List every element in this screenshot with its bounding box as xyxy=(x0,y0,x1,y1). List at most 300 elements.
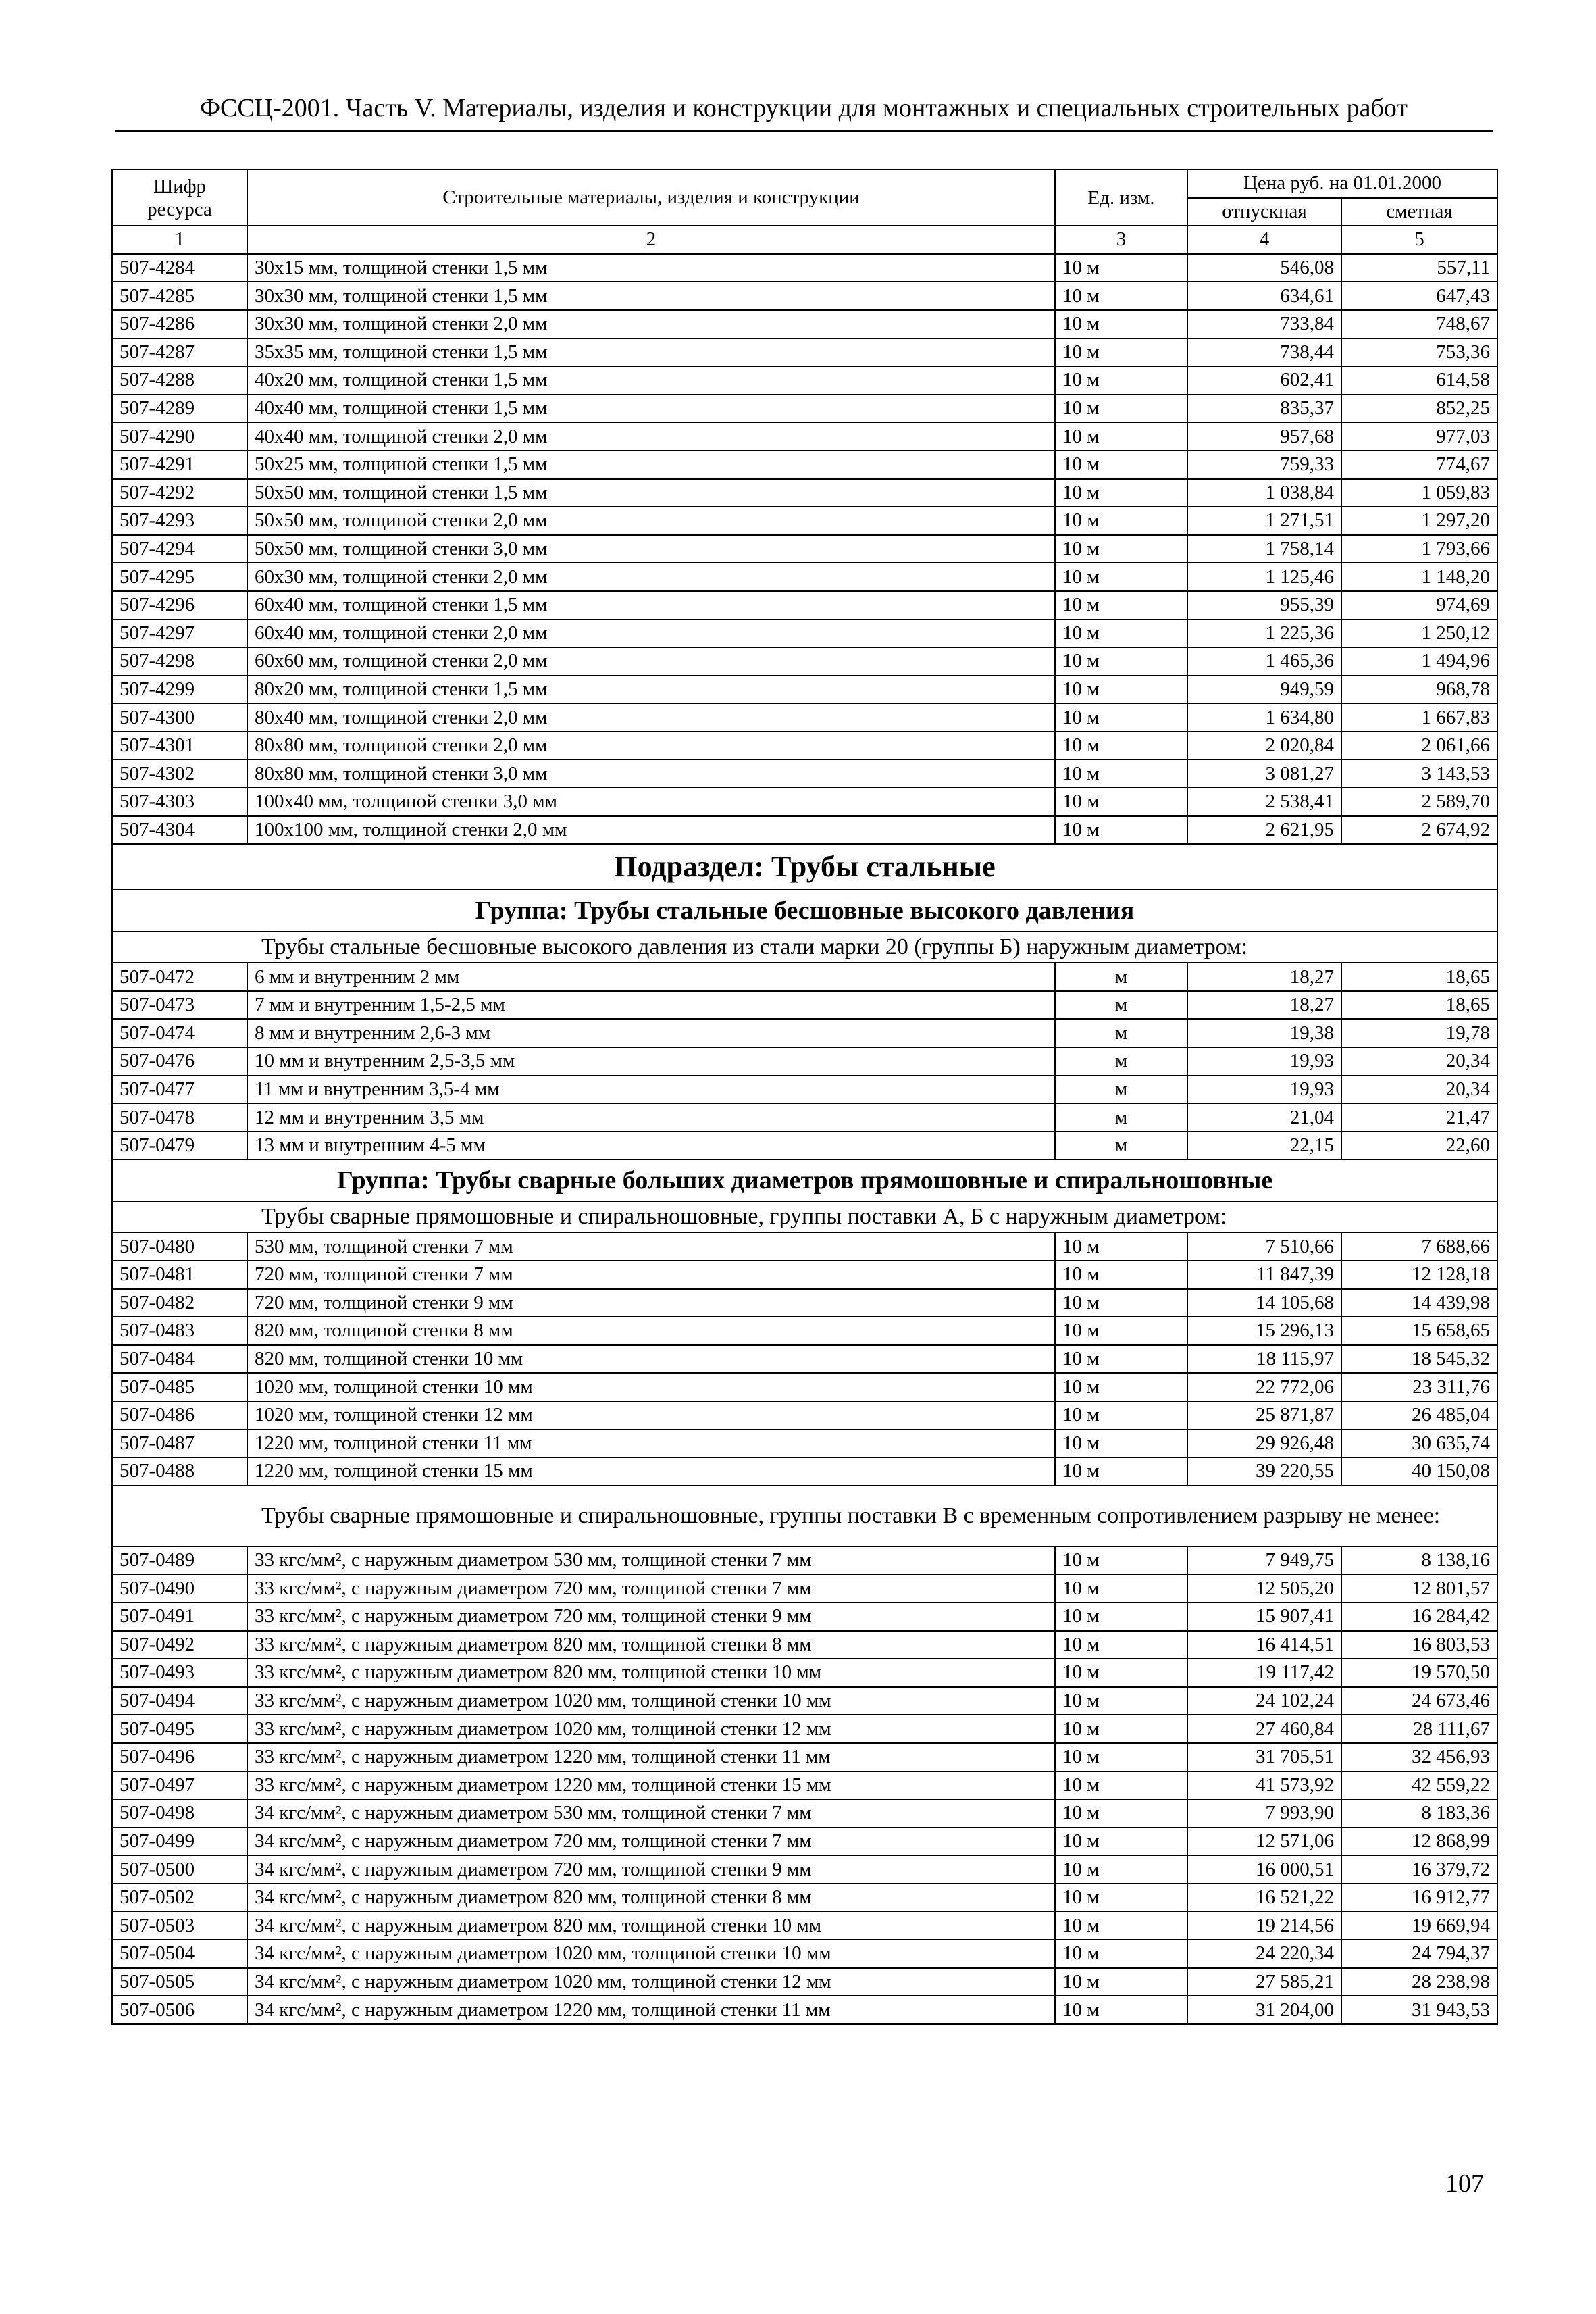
table-row xyxy=(112,1940,1497,1968)
resource-code: 507-4292 xyxy=(112,479,247,507)
estimate-price: 15 658,65 xyxy=(1341,1317,1497,1345)
unit: 10 м xyxy=(1055,451,1187,479)
table-row xyxy=(112,1103,1497,1132)
release-price: 24 220,34 xyxy=(1187,1940,1341,1968)
column-number-row xyxy=(112,226,1497,254)
unit: 10 м xyxy=(1055,395,1187,423)
table-row xyxy=(112,1289,1497,1317)
estimate-price: 753,36 xyxy=(1341,338,1497,367)
table-row xyxy=(112,338,1497,367)
material-name: 33 кгс/мм², с наружным диаметром 820 мм, толщиной стенки 8 мм xyxy=(247,1631,1055,1659)
resource-code: 507-4291 xyxy=(112,451,247,479)
unit: 10 м xyxy=(1055,1373,1187,1401)
material-name: 34 кгс/мм², с наружным диаметром 1220 мм, толщиной стенки 11 мм xyxy=(247,1996,1055,2024)
table-row xyxy=(112,1799,1497,1828)
release-price: 7 949,75 xyxy=(1187,1546,1341,1575)
release-price: 3 081,27 xyxy=(1187,759,1341,788)
unit: 10 м xyxy=(1055,1659,1187,1687)
unit: м xyxy=(1055,1103,1187,1132)
material-name: 10 мм и внутренним 2,5-3,5 мм xyxy=(247,1047,1055,1076)
resource-code: 507-4288 xyxy=(112,366,247,395)
material-name: 50х50 мм, толщиной стенки 1,5 мм xyxy=(247,479,1055,507)
table-row xyxy=(112,1828,1497,1856)
page-header: ФССЦ-2001. Часть V. Материалы, изделия и конструкции для монтажных и специальных строительных работ xyxy=(199,94,1408,122)
note-text: Трубы стальные бесшовные высокого давления из стали марки 20 (группы Б) наружным диаметром: xyxy=(112,932,1497,963)
estimate-price: 977,03 xyxy=(1341,422,1497,451)
resource-code: 507-4301 xyxy=(112,732,247,760)
resource-code: 507-0506 xyxy=(112,1996,247,2024)
resource-code: 507-0477 xyxy=(112,1076,247,1104)
material-name: 34 кгс/мм², с наружным диаметром 820 мм, толщиной стенки 8 мм xyxy=(247,1884,1055,1912)
release-price: 31 705,51 xyxy=(1187,1743,1341,1771)
table-row xyxy=(112,1261,1497,1289)
table-row xyxy=(112,479,1497,507)
material-name: 1020 мм, толщиной стенки 10 мм xyxy=(247,1373,1055,1401)
unit: 10 м xyxy=(1055,788,1187,816)
unit: 10 м xyxy=(1055,1715,1187,1743)
release-price: 11 847,39 xyxy=(1187,1261,1341,1289)
release-price: 41 573,92 xyxy=(1187,1771,1341,1800)
release-price: 546,08 xyxy=(1187,254,1341,282)
estimate-price: 24 794,37 xyxy=(1341,1940,1497,1968)
table-row xyxy=(112,1019,1497,1047)
release-price: 12 505,20 xyxy=(1187,1574,1341,1603)
release-price: 31 204,00 xyxy=(1187,1996,1341,2024)
estimate-price: 12 128,18 xyxy=(1341,1261,1497,1289)
group-title: Группа: Трубы сварные больших диаметров прямошовные и спиральношовные xyxy=(112,1159,1497,1201)
unit: 10 м xyxy=(1055,1631,1187,1659)
header-release-price: отпускная xyxy=(1187,198,1341,226)
note-row xyxy=(112,1201,1497,1232)
material-name: 33 кгс/мм², с наружным диаметром 820 мм, толщиной стенки 10 мм xyxy=(247,1659,1055,1687)
table-row xyxy=(112,451,1497,479)
table-row xyxy=(112,591,1497,620)
estimate-price: 18 545,32 xyxy=(1341,1345,1497,1374)
release-price: 1 465,36 xyxy=(1187,647,1341,676)
unit: 10 м xyxy=(1055,282,1187,310)
resource-code: 507-0478 xyxy=(112,1103,247,1132)
estimate-price: 19,78 xyxy=(1341,1019,1497,1047)
estimate-price: 2 061,66 xyxy=(1341,732,1497,760)
unit: 10 м xyxy=(1055,620,1187,648)
table-row xyxy=(112,282,1497,310)
unit: м xyxy=(1055,991,1187,1020)
release-price: 759,33 xyxy=(1187,451,1341,479)
resource-code: 507-0484 xyxy=(112,1345,247,1374)
material-name: 60х40 мм, толщиной стенки 1,5 мм xyxy=(247,591,1055,620)
unit: 10 м xyxy=(1055,1771,1187,1800)
table-row xyxy=(112,759,1497,788)
header-name: Строительные материалы, изделия и конструкции xyxy=(247,170,1055,226)
unit: 10 м xyxy=(1055,422,1187,451)
estimate-price: 1 148,20 xyxy=(1341,563,1497,591)
estimate-price: 14 439,98 xyxy=(1341,1289,1497,1317)
release-price: 1 758,14 xyxy=(1187,535,1341,563)
resource-code: 507-0476 xyxy=(112,1047,247,1076)
unit: м xyxy=(1055,1132,1187,1160)
estimate-price: 1 793,66 xyxy=(1341,535,1497,563)
resource-code: 507-0490 xyxy=(112,1574,247,1603)
unit: 10 м xyxy=(1055,1603,1187,1631)
unit: м xyxy=(1055,1076,1187,1104)
resource-code: 507-4297 xyxy=(112,620,247,648)
material-name: 30х30 мм, толщиной стенки 1,5 мм xyxy=(247,282,1055,310)
material-name: 8 мм и внутренним 2,6-3 мм xyxy=(247,1019,1055,1047)
release-price: 1 038,84 xyxy=(1187,479,1341,507)
subsection-row xyxy=(112,844,1497,890)
estimate-price: 16 912,77 xyxy=(1341,1884,1497,1912)
material-name: 820 мм, толщиной стенки 10 мм xyxy=(247,1345,1055,1374)
material-name: 12 мм и внутренним 3,5 мм xyxy=(247,1103,1055,1132)
material-name: 34 кгс/мм², с наружным диаметром 720 мм, толщиной стенки 9 мм xyxy=(247,1855,1055,1884)
resource-code: 507-4300 xyxy=(112,703,247,732)
unit: 10 м xyxy=(1055,1261,1187,1289)
material-name: 33 кгс/мм², с наружным диаметром 1020 мм, толщиной стенки 12 мм xyxy=(247,1715,1055,1743)
unit: 10 м xyxy=(1055,1401,1187,1430)
release-price: 29 926,48 xyxy=(1187,1430,1341,1458)
table-row xyxy=(112,1687,1497,1715)
estimate-price: 557,11 xyxy=(1341,254,1497,282)
table-row xyxy=(112,1659,1497,1687)
material-name: 33 кгс/мм², с наружным диаметром 1020 мм, толщиной стенки 10 мм xyxy=(247,1687,1055,1715)
material-name: 530 мм, толщиной стенки 7 мм xyxy=(247,1232,1055,1261)
note-row xyxy=(112,932,1497,963)
release-price: 1 271,51 xyxy=(1187,507,1341,535)
estimate-price: 16 284,42 xyxy=(1341,1603,1497,1631)
header-estimate-price: сметная xyxy=(1341,198,1497,226)
material-name: 720 мм, толщиной стенки 9 мм xyxy=(247,1289,1055,1317)
release-price: 25 871,87 xyxy=(1187,1401,1341,1430)
page-number: 107 xyxy=(1445,2169,1484,2198)
release-price: 14 105,68 xyxy=(1187,1289,1341,1317)
resource-code: 507-0498 xyxy=(112,1799,247,1828)
unit: 10 м xyxy=(1055,1345,1187,1374)
estimate-price: 19 669,94 xyxy=(1341,1911,1497,1940)
resource-code: 507-0474 xyxy=(112,1019,247,1047)
material-name: 80х80 мм, толщиной стенки 2,0 мм xyxy=(247,732,1055,760)
unit: 10 м xyxy=(1055,1996,1187,2024)
release-price: 949,59 xyxy=(1187,676,1341,704)
note-text: Трубы сварные прямошовные и спиральношовные, группы поставки А, Б с наружным диаметром: xyxy=(112,1201,1497,1232)
release-price: 835,37 xyxy=(1187,395,1341,423)
release-price: 27 585,21 xyxy=(1187,1968,1341,1996)
table-row xyxy=(112,1373,1497,1401)
material-name: 40х40 мм, толщиной стенки 1,5 мм xyxy=(247,395,1055,423)
resource-code: 507-0479 xyxy=(112,1132,247,1160)
release-price: 16 000,51 xyxy=(1187,1855,1341,1884)
table-row xyxy=(112,535,1497,563)
release-price: 27 460,84 xyxy=(1187,1715,1341,1743)
table-row xyxy=(112,1345,1497,1374)
material-name: 80х20 мм, толщиной стенки 1,5 мм xyxy=(247,676,1055,704)
release-price: 16 414,51 xyxy=(1187,1631,1341,1659)
material-name: 100х40 мм, толщиной стенки 3,0 мм xyxy=(247,788,1055,816)
estimate-price: 20,34 xyxy=(1341,1076,1497,1104)
resource-code: 507-4295 xyxy=(112,563,247,591)
material-name: 13 мм и внутренним 4-5 мм xyxy=(247,1132,1055,1160)
resource-code: 507-0486 xyxy=(112,1401,247,1430)
release-price: 7 510,66 xyxy=(1187,1232,1341,1261)
header-rule xyxy=(115,130,1493,132)
release-price: 738,44 xyxy=(1187,338,1341,367)
material-name: 1220 мм, толщиной стенки 15 мм xyxy=(247,1457,1055,1486)
release-price: 19,93 xyxy=(1187,1047,1341,1076)
release-price: 2 020,84 xyxy=(1187,732,1341,760)
material-name: 50х25 мм, толщиной стенки 1,5 мм xyxy=(247,451,1055,479)
estimate-price: 16 803,53 xyxy=(1341,1631,1497,1659)
material-name: 40х40 мм, толщиной стенки 2,0 мм xyxy=(247,422,1055,451)
estimate-price: 1 297,20 xyxy=(1341,507,1497,535)
resource-code: 507-0505 xyxy=(112,1968,247,1996)
resource-code: 507-4290 xyxy=(112,422,247,451)
resource-code: 507-0482 xyxy=(112,1289,247,1317)
material-name: 6 мм и внутренним 2 мм xyxy=(247,963,1055,991)
table-row xyxy=(112,1232,1497,1261)
estimate-price: 40 150,08 xyxy=(1341,1457,1497,1486)
release-price: 16 521,22 xyxy=(1187,1884,1341,1912)
unit: 10 м xyxy=(1055,1546,1187,1575)
resource-code: 507-4289 xyxy=(112,395,247,423)
resource-code: 507-4302 xyxy=(112,759,247,788)
table-row xyxy=(112,254,1497,282)
table-row xyxy=(112,1047,1497,1076)
table-row xyxy=(112,563,1497,591)
header-row xyxy=(112,170,1497,198)
material-name: 60х40 мм, толщиной стенки 2,0 мм xyxy=(247,620,1055,648)
material-name: 50х50 мм, толщиной стенки 2,0 мм xyxy=(247,507,1055,535)
estimate-price: 24 673,46 xyxy=(1341,1687,1497,1715)
table-row xyxy=(112,1076,1497,1104)
release-price: 18,27 xyxy=(1187,991,1341,1020)
material-name: 60х60 мм, толщиной стенки 2,0 мм xyxy=(247,647,1055,676)
header-code: Шифр ресурса xyxy=(112,170,247,226)
resource-code: 507-4293 xyxy=(112,507,247,535)
header-price: Цена руб. на 01.01.2000 xyxy=(1187,170,1497,198)
unit: 10 м xyxy=(1055,591,1187,620)
resource-code: 507-0496 xyxy=(112,1743,247,1771)
unit: 10 м xyxy=(1055,507,1187,535)
material-name: 34 кгс/мм², с наружным диаметром 530 мм, толщиной стенки 7 мм xyxy=(247,1799,1055,1828)
unit: 10 м xyxy=(1055,816,1187,845)
material-name: 35х35 мм, толщиной стенки 1,5 мм xyxy=(247,338,1055,367)
estimate-price: 26 485,04 xyxy=(1341,1401,1497,1430)
unit: 10 м xyxy=(1055,310,1187,338)
column-number: 1 xyxy=(112,226,247,254)
material-name: 1020 мм, толщиной стенки 12 мм xyxy=(247,1401,1055,1430)
release-price: 19 214,56 xyxy=(1187,1911,1341,1940)
unit: 10 м xyxy=(1055,647,1187,676)
table-row xyxy=(112,1968,1497,1996)
unit: 10 м xyxy=(1055,1911,1187,1940)
release-price: 12 571,06 xyxy=(1187,1828,1341,1856)
table-row xyxy=(112,1457,1497,1486)
resource-code: 507-4299 xyxy=(112,676,247,704)
release-price: 602,41 xyxy=(1187,366,1341,395)
note-text: Трубы сварные прямошовные и спиральношовные, группы поставки В с временным сопротивлением разрыву не менее: xyxy=(112,1486,1497,1546)
material-name: 40х20 мм, толщиной стенки 1,5 мм xyxy=(247,366,1055,395)
subsection-title: Подраздел: Трубы стальные xyxy=(112,844,1497,890)
estimate-price: 31 943,53 xyxy=(1341,1996,1497,2024)
material-name: 11 мм и внутренним 3,5-4 мм xyxy=(247,1076,1055,1104)
estimate-price: 28 238,98 xyxy=(1341,1968,1497,1996)
material-name: 60х30 мм, толщиной стенки 2,0 мм xyxy=(247,563,1055,591)
estimate-price: 614,58 xyxy=(1341,366,1497,395)
unit: 10 м xyxy=(1055,1317,1187,1345)
table-row xyxy=(112,1546,1497,1575)
material-name: 50х50 мм, толщиной стенки 3,0 мм xyxy=(247,535,1055,563)
table-row xyxy=(112,620,1497,648)
estimate-price: 12 868,99 xyxy=(1341,1828,1497,1856)
resource-code: 507-0492 xyxy=(112,1631,247,1659)
unit: 10 м xyxy=(1055,366,1187,395)
resource-code: 507-0491 xyxy=(112,1603,247,1631)
estimate-price: 20,34 xyxy=(1341,1047,1497,1076)
release-price: 19,93 xyxy=(1187,1076,1341,1104)
unit: 10 м xyxy=(1055,1940,1187,1968)
estimate-price: 2 674,92 xyxy=(1341,816,1497,845)
estimate-price: 8 138,16 xyxy=(1341,1546,1497,1575)
release-price: 1 125,46 xyxy=(1187,563,1341,591)
table-row xyxy=(112,676,1497,704)
material-name: 33 кгс/мм², с наружным диаметром 1220 мм, толщиной стенки 15 мм xyxy=(247,1771,1055,1800)
material-name: 34 кгс/мм², с наружным диаметром 1020 мм, толщиной стенки 12 мм xyxy=(247,1968,1055,1996)
unit: 10 м xyxy=(1055,1687,1187,1715)
material-name: 820 мм, толщиной стенки 8 мм xyxy=(247,1317,1055,1345)
release-price: 18 115,97 xyxy=(1187,1345,1341,1374)
unit: 10 м xyxy=(1055,1574,1187,1603)
resource-code: 507-0493 xyxy=(112,1659,247,1687)
table-row xyxy=(112,1631,1497,1659)
note-row xyxy=(112,1486,1497,1546)
unit: 10 м xyxy=(1055,732,1187,760)
estimate-price: 32 456,93 xyxy=(1341,1743,1497,1771)
column-number: 5 xyxy=(1341,226,1497,254)
release-price: 7 993,90 xyxy=(1187,1799,1341,1828)
resource-code: 507-0504 xyxy=(112,1940,247,1968)
estimate-price: 647,43 xyxy=(1341,282,1497,310)
unit: 10 м xyxy=(1055,1855,1187,1884)
resource-code: 507-4287 xyxy=(112,338,247,367)
column-number: 2 xyxy=(247,226,1055,254)
table-row xyxy=(112,1574,1497,1603)
release-price: 2 621,95 xyxy=(1187,816,1341,845)
material-name: 80х80 мм, толщиной стенки 3,0 мм xyxy=(247,759,1055,788)
table-row xyxy=(112,963,1497,991)
estimate-price: 1 059,83 xyxy=(1341,479,1497,507)
price-table xyxy=(111,169,1498,2025)
material-name: 30х30 мм, толщиной стенки 2,0 мм xyxy=(247,310,1055,338)
release-price: 1 634,80 xyxy=(1187,703,1341,732)
resource-code: 507-4304 xyxy=(112,816,247,845)
estimate-price: 22,60 xyxy=(1341,1132,1497,1160)
table-row xyxy=(112,732,1497,760)
unit: 10 м xyxy=(1055,1289,1187,1317)
table-row xyxy=(112,422,1497,451)
estimate-price: 774,67 xyxy=(1341,451,1497,479)
estimate-price: 12 801,57 xyxy=(1341,1574,1497,1603)
header-unit: Ед. изм. xyxy=(1055,170,1187,226)
unit: 10 м xyxy=(1055,1968,1187,1996)
resource-code: 507-4285 xyxy=(112,282,247,310)
release-price: 1 225,36 xyxy=(1187,620,1341,648)
unit: 10 м xyxy=(1055,1799,1187,1828)
column-number: 4 xyxy=(1187,226,1341,254)
unit: 10 м xyxy=(1055,479,1187,507)
estimate-price: 1 494,96 xyxy=(1341,647,1497,676)
resource-code: 507-0503 xyxy=(112,1911,247,1940)
resource-code: 507-0502 xyxy=(112,1884,247,1912)
release-price: 15 296,13 xyxy=(1187,1317,1341,1345)
resource-code: 507-0489 xyxy=(112,1546,247,1575)
resource-code: 507-0483 xyxy=(112,1317,247,1345)
unit: 10 м xyxy=(1055,254,1187,282)
unit: 10 м xyxy=(1055,563,1187,591)
table-row xyxy=(112,1855,1497,1884)
table-row xyxy=(112,1401,1497,1430)
resource-code: 507-4296 xyxy=(112,591,247,620)
unit: 10 м xyxy=(1055,676,1187,704)
resource-code: 507-0485 xyxy=(112,1373,247,1401)
estimate-price: 968,78 xyxy=(1341,676,1497,704)
unit: 10 м xyxy=(1055,1457,1187,1486)
table-row xyxy=(112,395,1497,423)
release-price: 22 772,06 xyxy=(1187,1373,1341,1401)
material-name: 1220 мм, толщиной стенки 11 мм xyxy=(247,1430,1055,1458)
release-price: 634,61 xyxy=(1187,282,1341,310)
resource-code: 507-0495 xyxy=(112,1715,247,1743)
estimate-price: 748,67 xyxy=(1341,310,1497,338)
estimate-price: 28 111,67 xyxy=(1341,1715,1497,1743)
estimate-price: 3 143,53 xyxy=(1341,759,1497,788)
table-row xyxy=(112,1603,1497,1631)
resource-code: 507-0500 xyxy=(112,1855,247,1884)
release-price: 22,15 xyxy=(1187,1132,1341,1160)
column-number: 3 xyxy=(1055,226,1187,254)
table-row xyxy=(112,1884,1497,1912)
table-row xyxy=(112,647,1497,676)
resource-code: 507-0487 xyxy=(112,1430,247,1458)
unit: 10 м xyxy=(1055,1743,1187,1771)
table-row xyxy=(112,310,1497,338)
release-price: 19,38 xyxy=(1187,1019,1341,1047)
estimate-price: 23 311,76 xyxy=(1341,1373,1497,1401)
table-row xyxy=(112,1743,1497,1771)
material-name: 34 кгс/мм², с наружным диаметром 720 мм, толщиной стенки 7 мм xyxy=(247,1828,1055,1856)
group-title: Группа: Трубы стальные бесшовные высокого давления xyxy=(112,890,1497,932)
resource-code: 507-4298 xyxy=(112,647,247,676)
estimate-price: 18,65 xyxy=(1341,991,1497,1020)
table-row xyxy=(112,1715,1497,1743)
release-price: 2 538,41 xyxy=(1187,788,1341,816)
unit: 10 м xyxy=(1055,1232,1187,1261)
release-price: 18,27 xyxy=(1187,963,1341,991)
unit: м xyxy=(1055,1019,1187,1047)
release-price: 957,68 xyxy=(1187,422,1341,451)
table-row xyxy=(112,703,1497,732)
unit: м xyxy=(1055,1047,1187,1076)
estimate-price: 974,69 xyxy=(1341,591,1497,620)
material-name: 720 мм, толщиной стенки 7 мм xyxy=(247,1261,1055,1289)
unit: 10 м xyxy=(1055,1828,1187,1856)
material-name: 33 кгс/мм², с наружным диаметром 530 мм, толщиной стенки 7 мм xyxy=(247,1546,1055,1575)
resource-code: 507-0488 xyxy=(112,1457,247,1486)
table-row xyxy=(112,1996,1497,2024)
estimate-price: 21,47 xyxy=(1341,1103,1497,1132)
material-name: 7 мм и внутренним 1,5-2,5 мм xyxy=(247,991,1055,1020)
unit: 10 м xyxy=(1055,1430,1187,1458)
material-name: 33 кгс/мм², с наружным диаметром 1220 мм, толщиной стенки 11 мм xyxy=(247,1743,1055,1771)
material-name: 33 кгс/мм², с наружным диаметром 720 мм, толщиной стенки 9 мм xyxy=(247,1603,1055,1631)
